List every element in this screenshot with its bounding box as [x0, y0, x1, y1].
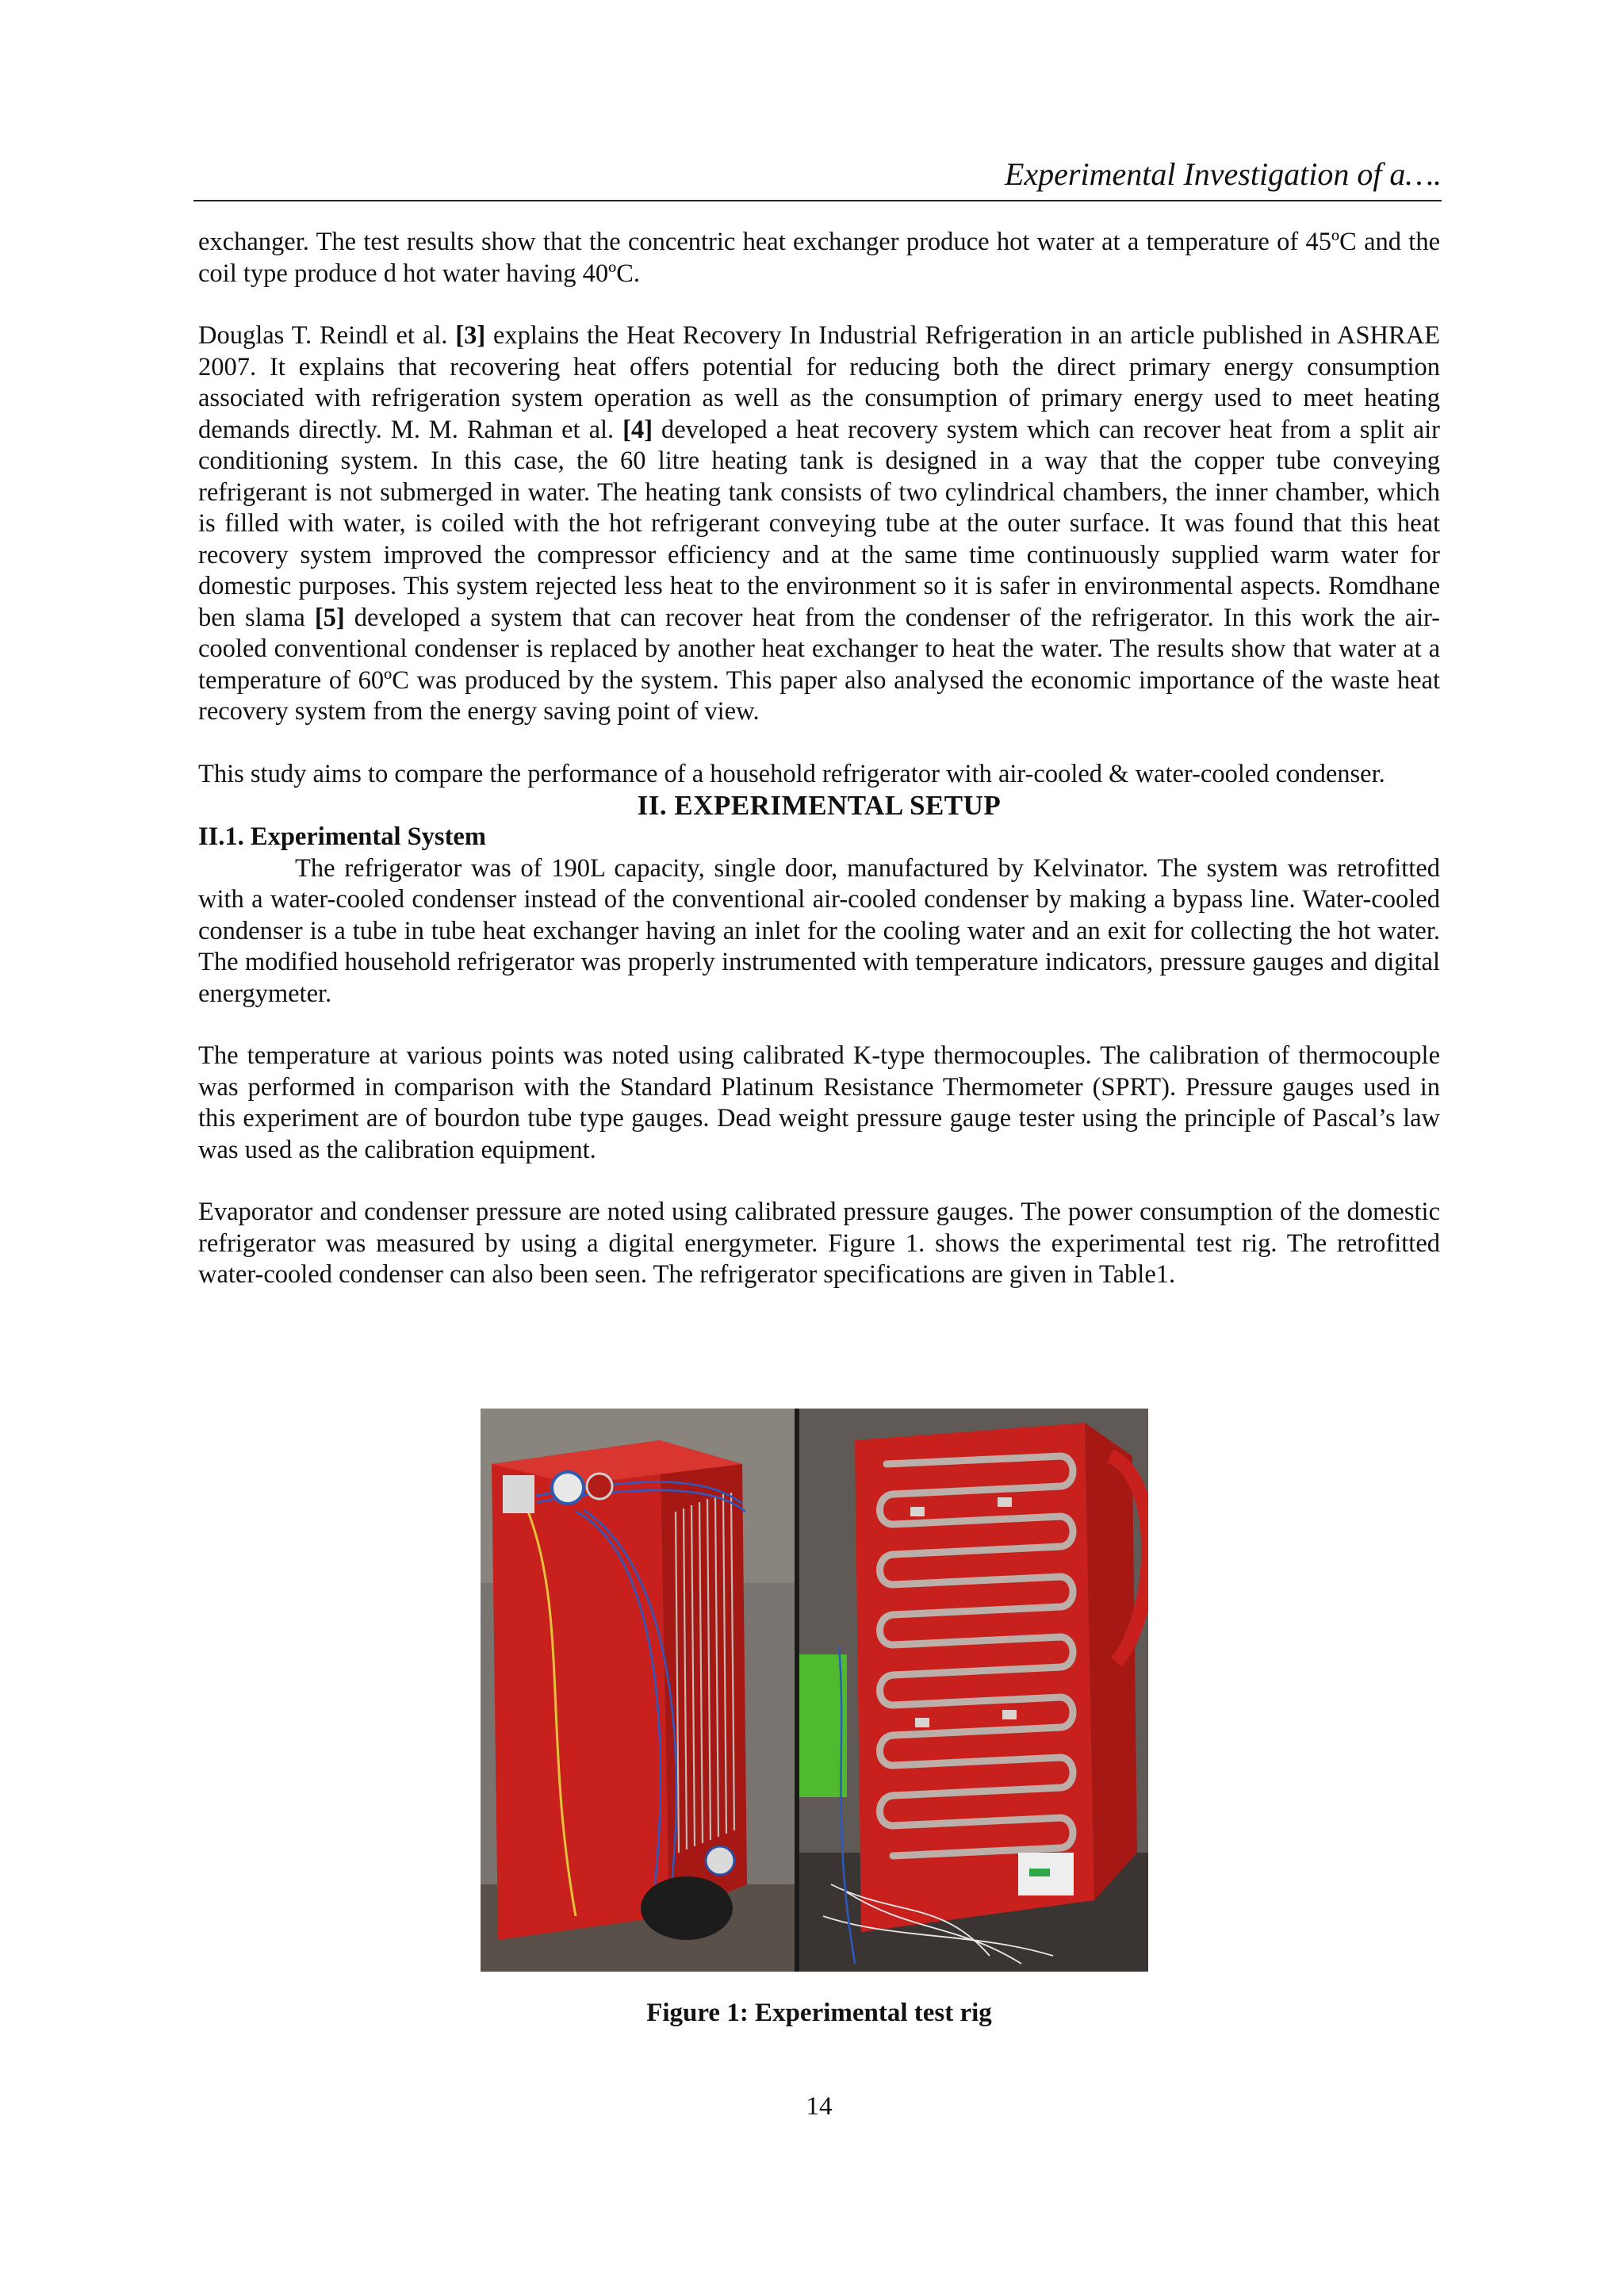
section-title: II. EXPERIMENTAL SETUP — [637, 790, 1002, 821]
paragraph-5: The temperature at various points was noted using calibrated K-type thermocouples. The calibration of thermocouple was performed in comparison with the Standard Platinum Resistance Thermometer (SPRT). Pressure gauges used in this experiment are of bourdon tube type gauges. Dead weight pressure gauge tester using the principle of Pascal’s law was used as the calibration equipment. — [198, 1041, 1440, 1164]
figure-test-rig — [481, 1409, 1148, 1972]
citation-3: [3] — [455, 321, 486, 350]
page-number: 14 — [806, 2092, 833, 2121]
paragraph-2-text-b: explains the Heat Recovery In Industrial Refrigeration in an article published in ASHRAE 2007. It explains that recovering heat offers potential for reducing both the direct primary energy consumption associated with refrigeration system operation as well as the consumption of primary energy used to meet heating demands directly. M. M. Rahman et al. — [198, 321, 1440, 444]
photo-refrigerator-back — [481, 1409, 795, 1972]
running-header: Experimental Investigation of a…. — [1004, 156, 1442, 192]
header-rule — [193, 200, 1442, 201]
body-text — [198, 227, 1440, 1291]
figure-caption: Figure 1: Experimental test rig — [646, 1999, 992, 2027]
paragraph-2-text-c: developed a heat recovery system which can recover heat from a split air conditioning system. In this case, the 60 litre heating tank is designed in a way that the copper tube conveying refrigerant is not submerged in water. The heating tank consists of two cylindrical chambers, the inner chamber, which is filled with water, is coiled with the hot refrigerant conveying tube at the outer surface. It was found that this heat recovery system improved the compressor efficiency and at the same time continuously supplied warm water for domestic purposes. This system rejected less heat to the environment so it is safer in environmental aspects. Romdhane ben slama — [198, 415, 1440, 632]
paragraph-4: The refrigerator was of 190L capacity, single door, manufactured by Kelvinator. The system was retrofitted with a water-cooled condenser instead of the conventional air-cooled condenser by making a bypass line. Water-cooled condenser is a tube in tube heat exchanger having an inlet for the cooling water and an exit for collecting the hot water. The modified household refrigerator was properly instrumented with temperature indicators, pressure gauges and digital energymeter. — [198, 853, 1440, 1008]
paragraph-3: This study aims to compare the performance of a household refrigerator with air-cooled & water-cooled condenser. — [198, 759, 1385, 788]
photo-condenser-coil — [799, 1409, 1148, 1972]
paragraph-2-text-d: developed a system that can recover heat from the condenser of the refrigerator. In this work the air-cooled conventional condenser is replaced by another heat exchanger to heat the water. The results show that water at a temperature of 60ºC was produced by the system. This paper also analysed the economic importance of the waste heat recovery system from the energy saving point of view. — [198, 603, 1440, 726]
subsection-title: II.1. Experimental System — [198, 822, 486, 851]
citation-5: [5] — [314, 603, 345, 632]
paragraph-6: Evaporator and condenser pressure are noted using calibrated pressure gauges. The power consumption of the domestic refrigerator was measured by using a digital energymeter. Figure 1. shows the experimental test rig. The retrofitted water-cooled condenser can also been seen. The refrigerator specifications are given in Table1. — [198, 1198, 1440, 1289]
paragraph-2-text-a: Douglas T. Reindl et al. — [198, 321, 456, 350]
paragraph-1: exchanger. The test results show that the concentric heat exchanger produce hot water at a temperature of 45ºC and the coil type produce d hot water having 40ºC. — [198, 228, 1440, 288]
citation-4: [4] — [622, 415, 653, 444]
paragraph-2 — [198, 320, 1440, 728]
